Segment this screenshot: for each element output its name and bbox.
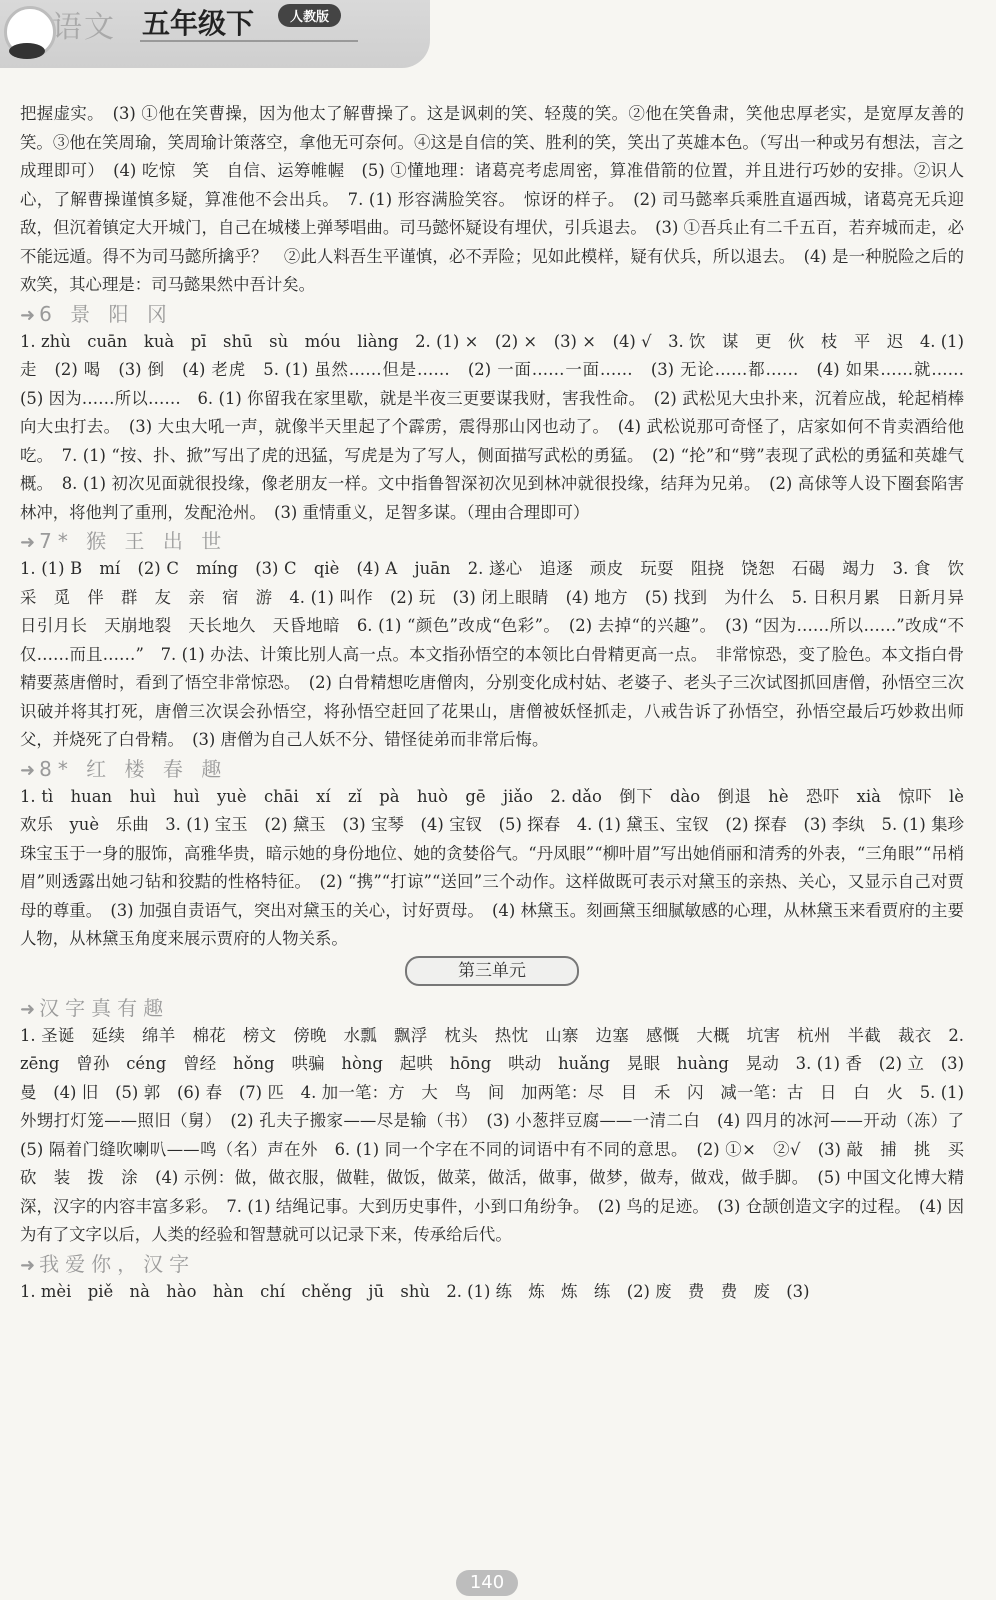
- book-logo-icon: [4, 6, 56, 58]
- header-divider: [140, 40, 358, 42]
- lesson-title: 我爱你，汉字: [39, 1251, 196, 1276]
- arrow-icon: ➜: [20, 532, 36, 553]
- answer-paragraph: 1. tì huan huì huì yuè chāi xí zǐ pà huò gē jiǎo 2. dǎo 倒下 dào 倒退 hè 恐吓 xià 惊吓 lè 欢乐 yuè 乐曲 3. (1) 宝玉 (2) 黛玉 (3) 宝琴 (4) 宝钗 (5) 探春 4. (1) 黛玉、宝钗 (2) 探春 (3) 李纨 5. (1) 集珍珠宝玉于一身的服饰，高雅华贵，暗示她的身份地位、她的贪婪俗气。“丹凤眼”“柳叶眉”写出她俏丽和清秀的外表，“三角眼”“吊梢眉”则透露出她刁钻和狡黠的性格特征。 (2) “携”“打谅”“送回”三个动作。这样做既可表示对黛玉的亲热、关心，又显示自己对贾母的尊重。 (3) 加强自责语气，突出对黛玉的关心，讨好贾母。 (4) 林黛玉。刻画黛玉细腻敏感的心理，从林黛玉来看贾府的主要人物，从林黛玉角度来展示贾府的人物关系。: [20, 786, 981, 948]
- lesson-heading: [20, 994, 964, 1022]
- arrow-icon: ➜: [20, 998, 36, 1020]
- lesson-heading: [20, 755, 964, 783]
- arrow-icon: ➜: [20, 1254, 36, 1276]
- subject-title: 语文: [52, 10, 116, 45]
- answer-paragraph: 把握虚实。 (3) ①他在笑曹操，因为他太了解曹操了。这是讽刺的笑、轻蔑的笑。②他在笑鲁肃，笑他忠厚老实，是宽厚友善的笑。③他在笑周瑜，笑周瑜计策落空，拿他无可奈何。④这是自信的笑、胜利的笑，笑出了英雄本色。（写出一种或另有想法，言之成理即可） (4) 吃惊 笑 自信、运筹帷幄 (5) ①懂地理：诸葛亮考虑周密，算准借箭的位置，并且进行巧妙的安排。②识人心，了解曹操谨慎多疑，算准他不会出兵。 7. (1) 形容满脸笑容。 惊讶的样子。 (2) 司马懿率兵乘胜直逼西城，诸葛亮无兵迎敌，但沉着镇定大开城门，自己在城楼上弹琴唱曲。司马懿怀疑设有埋伏，引兵退去。 (3) ①吾兵止有二千五百，若弃城而走，必不能远遁。得不为司马懿所擒乎？ ②此人料吾生平谨慎，必不弄险；见如此模样，疑有伏兵，所以退去。 (4) 是一种脱险之后的欢笑，其心理是：司马懿果然中吾计矣。: [20, 104, 964, 294]
- page-number: 140: [456, 1570, 518, 1596]
- answer-paragraph: 1. (1) B mí (2) C míng (3) C qiè (4) A juān 2. 遂心 追逐 顽皮 玩耍 阻挠 饶恕 石碣 竭力 3. 食 饮 采 觅 伴 群 友 亲 宿 游 4. (1) 叫作 (2) 玩 (3) 闭上眼睛 (4) 地方 (5) 找到 为什么 5. 日积月累 日新月异 日引月长 天崩地裂 天长地久 天昏地暗 6. (1) “颜色”改成“色彩”。 (2) 去掉“的兴趣”。 (3) “因为……所以……”改成“不仅……而且……” 7. (1) 办法、计策比别人高一点。本文指孙悟空的本领比白骨精更高一点。 非常惊恐，变了脸色。本文指白骨精要蒸唐僧时，看到了悟空非常惊恐。 (2) 白骨精想吃唐僧肉，分别变化成村姑、老婆子、老头子三次试图抓回唐僧，孙悟空三次识破并将其打死，唐僧三次误会孙悟空，将孙悟空赶回了花果山，唐僧被妖怪抓走，八戒告诉了孙悟空，孙悟空最后巧妙救出师父，并烧死了白骨精。 (3) 唐僧为自己人妖不分、错怪徒弟而非常后悔。: [20, 559, 981, 749]
- answer-paragraph: 1. 圣诞 延续 绵羊 棉花 榜文 傍晚 水瓢 飘浮 枕头 热忱 山寨 边塞 感慨 大概 坑害 杭州 半截 裁衣 2. zēng 曾孙 céng 曾经 hǒng 哄骗 hòng 起哄 hōng 哄动 huǎng 晃眼 huàng 晃动 3. (1) 香 (2) 立 (3) 曼 (4) 旧 (5) 郭 (6) 春 (7) 匹 4. 加一笔：方 大 鸟 间 加两笔：尽 目 禾 闪 减一笔：古 日 白 火 5. (1) 外甥打灯笼——照旧（舅） (2) 孔夫子搬家——尽是输（书） (3) 小葱拌豆腐——一清二白 (4) 四月的冰河——开动（冻）了 (5) 隔着门缝吹喇叭——鸣（名）声在外 6. (1) 同一个字在不同的词语中有不同的意思。 (2) ①× ②√ (3) 敲 捕 挑 买 砍 装 拨 涂 (4) 示例：做，做衣服，做鞋，做饭，做菜，做活，做事，做梦，做寿，做戏，做手脚。 (5) 中国文化博大精深，汉字的内容丰富多彩。 7. (1) 结绳记事。大到历史事件，小到口角纷争。 (2) 鸟的足迹。 (3) 仓颉创造文字的过程。 (4) 因为有了文字以后，人类的经验和智慧就可以记录下来，传承给后代。: [20, 1025, 981, 1244]
- answer-content: [20, 100, 981, 1306]
- lesson-title: 7* 猴 王 出 世: [39, 529, 228, 553]
- arrow-icon: ➜: [20, 304, 36, 326]
- lesson-heading: [20, 300, 964, 328]
- arrow-icon: ➜: [20, 759, 36, 781]
- page-header: [0, 0, 430, 68]
- unit-heading: [20, 956, 964, 990]
- unit-title: 第三单元: [405, 956, 579, 986]
- lesson-title: 8* 红 楼 春 趣: [39, 756, 228, 781]
- answer-paragraph: 1. mèi piě nà hào hàn chí chěng jū shù 2. (1) 练 炼 炼 练 (2) 废 费 费 废 (3): [20, 1281, 810, 1301]
- grade-title: 五年级下: [142, 7, 255, 40]
- lesson-title: 汉字真有趣: [39, 995, 170, 1020]
- answer-paragraph: 1. zhù cuān kuà pī shū sù móu liàng 2. (1) × (2) × (3) × (4) √ 3. 饮 谋 更 伙 枝 平 迟 4. (1) 走 (2) 喝 (3) 倒 (4) 老虎 5. (1) 虽然……但是…… (2) 一面……一面…… (3) 无论……都…… (4) 如果……就…… (5) 因为……所以…… 6. (1) 你留我在家里歇，就是半夜三更要谋我财，害我性命。 (2) 武松见大虫扑来，沉着应战，轮起梢棒向大虫打去。 (3) 大虫大吼一声，就像半天里起了个霹雳，震得那山冈也动了。 (4) 武松说那可奇怪了，店家如何不肯卖酒给他吃。 7. (1) “按、扑、掀”写出了虎的迅猛，写虎是为了写人，侧面描写武松的勇猛。 (2) “抡”和“劈”表现了武松的勇猛和英雄气概。 8. (1) 初次见面就很投缘，像老朋友一样。文中指鲁智深初次见到林冲就很投缘，结拜为兄弟。 (2) 高俅等人设下圈套陷害林冲，将他判了重刑，发配沧州。 (3) 重情重义，足智多谋。（理由合理即可）: [20, 331, 981, 522]
- lesson-heading: [20, 1250, 964, 1278]
- lesson-title: 6 景 阳 冈: [39, 301, 173, 326]
- edition-badge: 人教版: [278, 4, 341, 27]
- lesson-heading: [20, 527, 964, 555]
